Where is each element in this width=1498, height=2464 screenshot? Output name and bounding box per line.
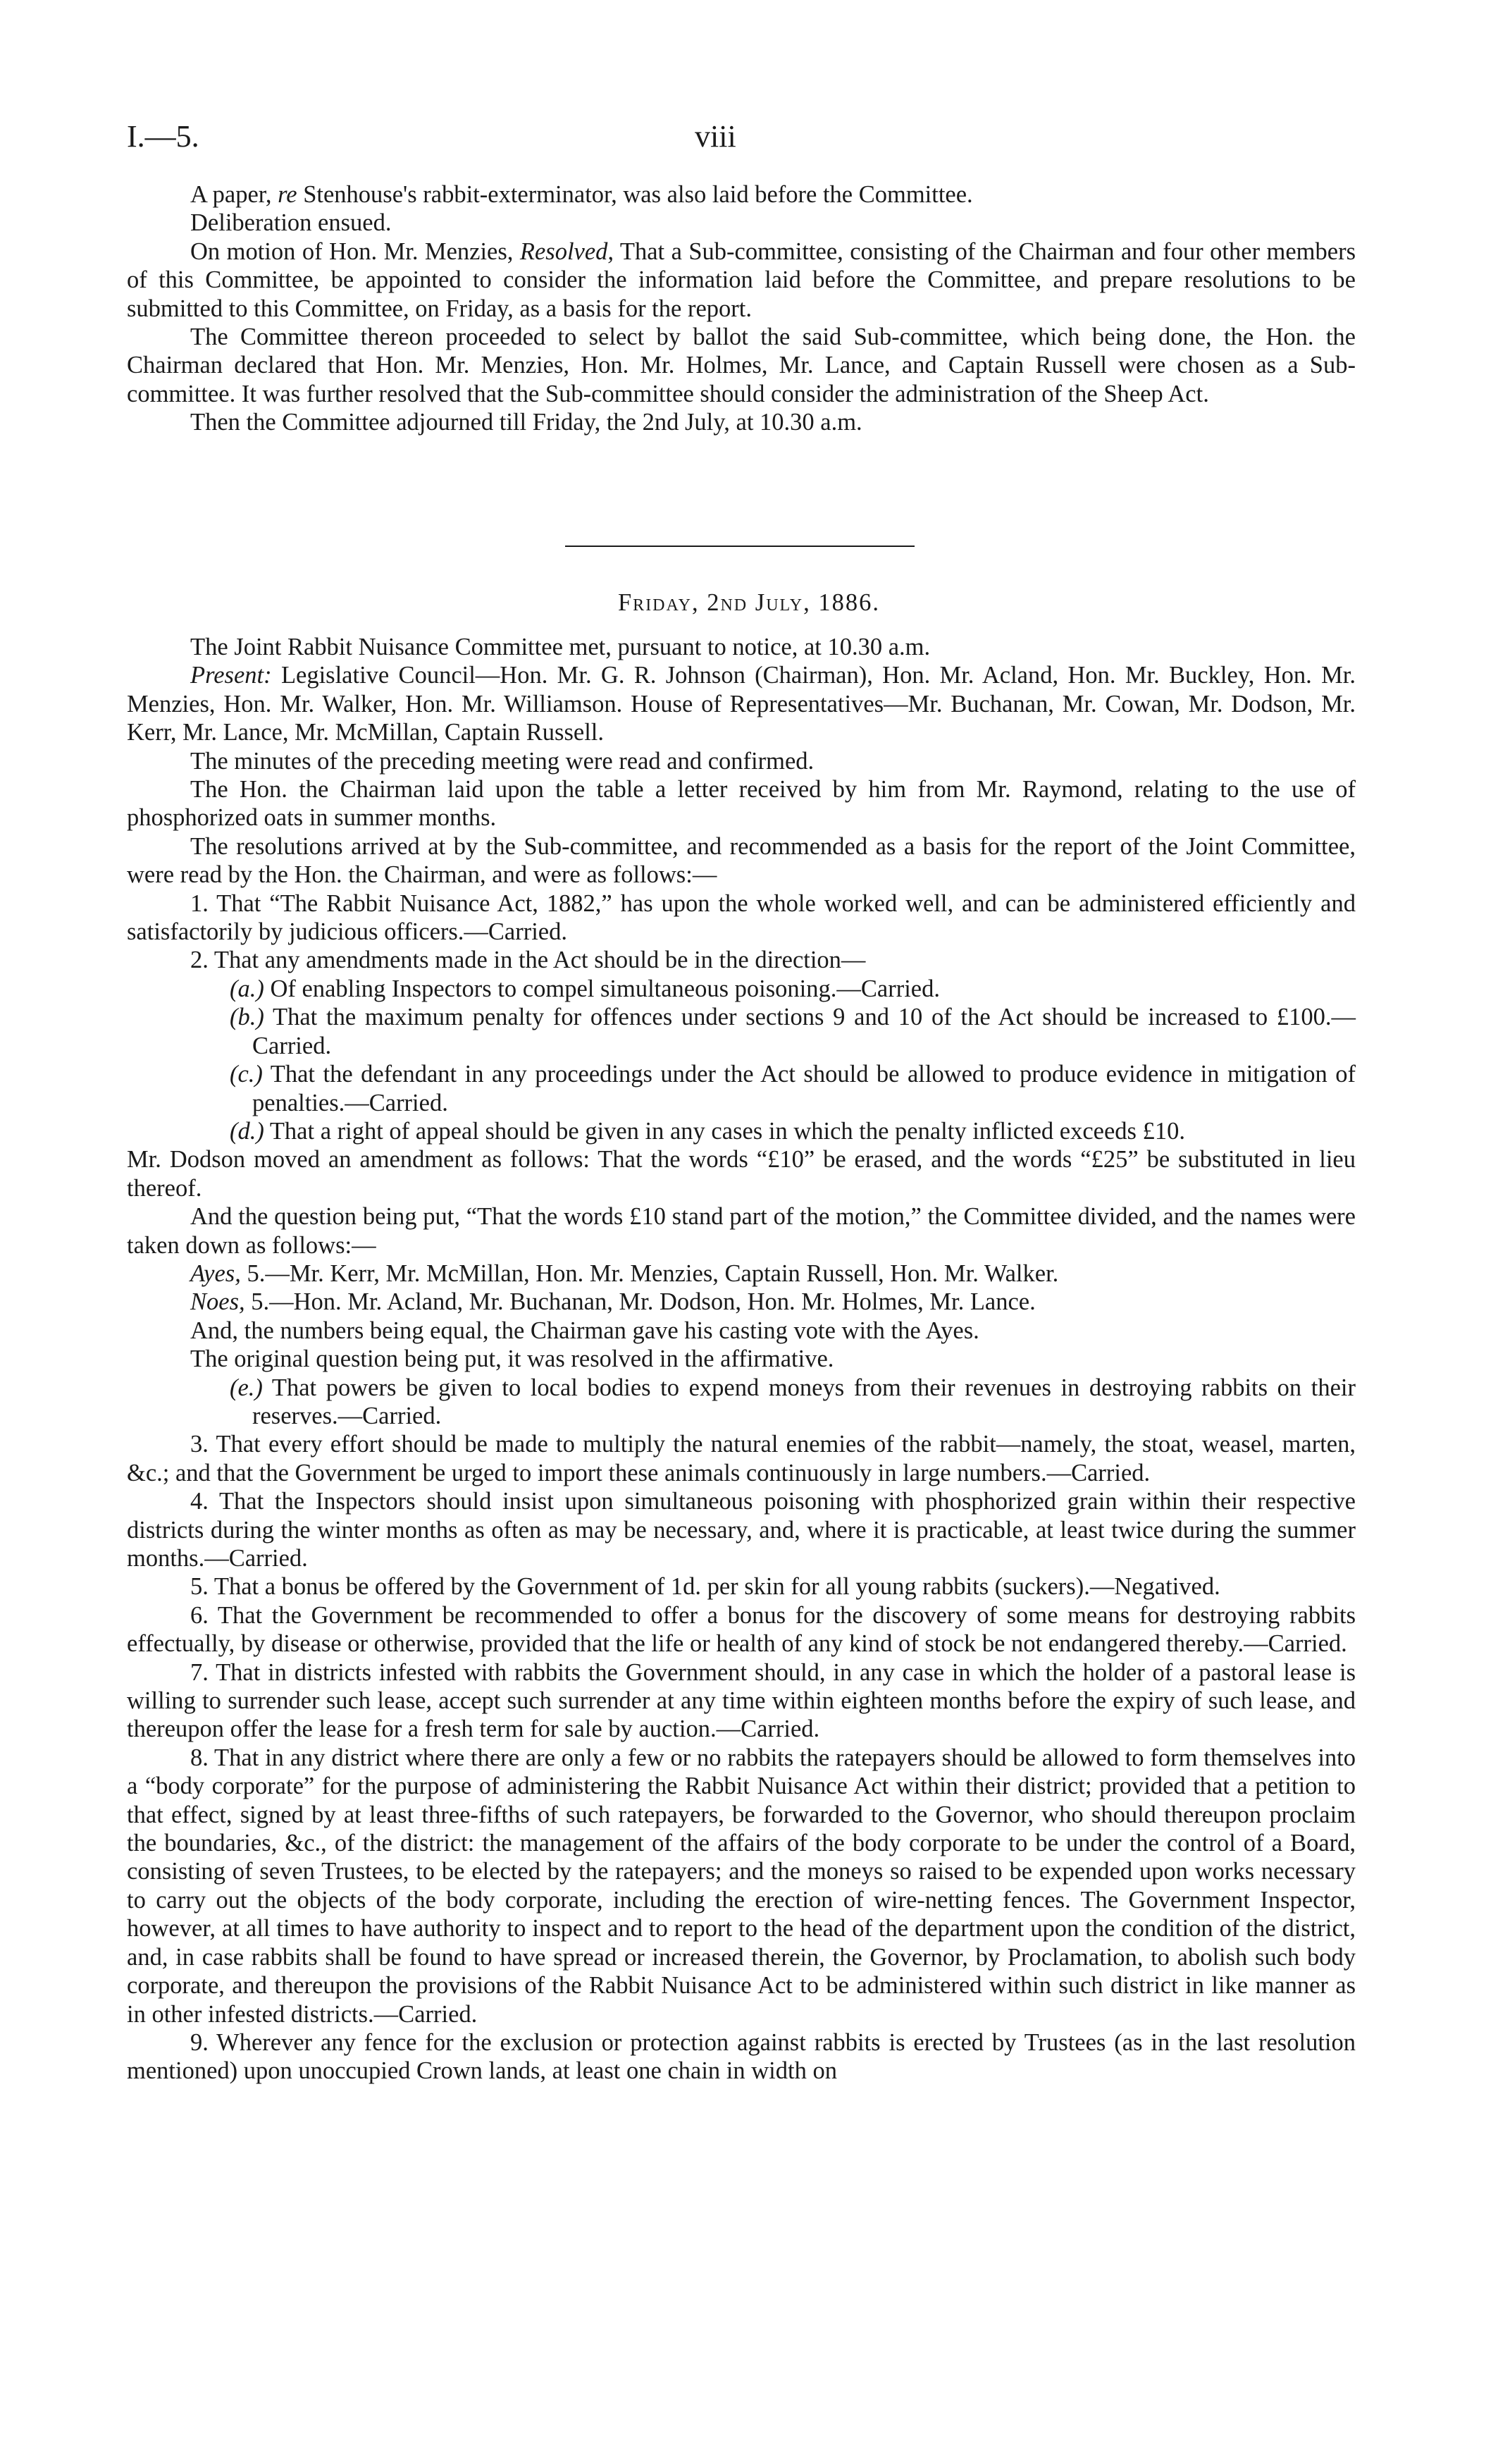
resolution-2: 2. That any amendments made in the Act should be in the direction— xyxy=(190,947,866,974)
resolution-1: 1. That “The Rabbit Nuisance Act, 1882,” has upon the whole worked well, and can be administered efficiently and satisfactorily by judicious officers.—Carried. xyxy=(127,889,1356,946)
page-number: viii xyxy=(695,119,736,154)
paragraph-dodson-amendment: Mr. Dodson moved an amendment as follows: That the words “£10” be erased, and the words “£25” be substituted in lieu thereof. xyxy=(127,1146,1356,1202)
resolution-5: 5. That a bonus be offered by the Government of 1d. per skin for all young rabbits (suckers).—Negatived. xyxy=(190,1573,1220,1601)
resolution-7: 7. That in districts infested with rabbits the Government should, in any case in which the holder of a pastoral lease is willing to surrender such lease, accept such surrender at any time within eighteen months before the expiry of such lease, and thereupon offer the lease for a fresh term for sale by auction.—Carried. xyxy=(127,1658,1356,1743)
meeting-date-heading: Friday, 2nd July, 1886. xyxy=(618,589,880,616)
paragraph-deliberation: Deliberation ensued. xyxy=(190,209,392,237)
document-reference: I.—5. xyxy=(127,119,199,154)
paragraph-noes: Noes, 5.—Hon. Mr. Acland, Mr. Buchanan, Mr. Dodson, Hon. Mr. Holmes, Mr. Lance. xyxy=(190,1288,1036,1316)
paragraph-division-question: And the question being put, “That the words £10 stand part of the motion,” the Committee divided, and the names were taken down as follows:— xyxy=(127,1203,1356,1259)
paragraph-casting-vote: And, the numbers being equal, the Chairman gave his casting vote with the Ayes. xyxy=(190,1317,979,1344)
resolution-2a: (a.) Of enabling Inspectors to compel simultaneous poisoning.—Carried. xyxy=(230,975,940,1002)
paragraph-raymond-letter: The Hon. the Chairman laid upon the table a letter received by him from Mr. Raymond, relating to the use of phosphorized oats in summer months. xyxy=(127,776,1356,832)
paragraph-meeting-opened: The Joint Rabbit Nuisance Committee met, pursuant to notice, at 10.30 a.m. xyxy=(190,634,931,660)
resolution-2c: (c.) That the defendant in any proceedings under the Act should be allowed to produce evidence in mitigation of penalties.—Carried. xyxy=(230,1061,1356,1116)
previous-meeting-continuation xyxy=(127,180,1356,437)
resolution-8: 8. That in any district where there are only a few or no rabbits the ratepayers should be allowed to form themselves into a “body corporate” for the purpose of administering the Rabbit Nuisance Act within their district; provided that a petition to that effect, signed by at least three-fifths of such ratepayers, be forwarded to the Governor, who should thereupon proclaim the boundaries, &c., of the district: the management of the affairs of the body corporate to be under the control of a Board, consisting of seven Trustees, to be elected by the ratepayers; and the moneys so raised to be expended upon works necessary to carry out the objects of the body corporate, including the erection of wire-netting fences. The Government Inspector, however, at all times to have authority to inspect and to report to the head of the department upon the condition of the district, and, in case rabbits shall be found to have spread or increased therein, the Governor, by Proclamation, to abolish such body corporate, and thereupon the provisions of the Rabbit Nuisance Act to be administered within such district in like manner as in other infested districts.—Carried. xyxy=(127,1744,1356,2028)
paragraph-stenhouse-paper: A paper, re Stenhouse's rabbit-exterminator, was also laid before the Committee. xyxy=(190,181,973,208)
resolution-9: 9. Wherever any fence for the exclusion or protection against rabbits is erected by Trustees (as in the last resolution mentioned) upon unoccupied Crown lands, at least one chain in width on xyxy=(127,2028,1356,2085)
resolution-2e: (e.) That powers be given to local bodies to expend moneys from their revenues in destroying rabbits on their reserves.—Carried. xyxy=(230,1374,1356,1429)
resolution-2d: (d.) That a right of appeal should be given in any cases in which the penalty inflicted exceeds £10. xyxy=(230,1117,1185,1145)
paragraph-adjournment: Then the Committee adjourned till Friday, the 2nd July, at 10.30 a.m. xyxy=(190,409,862,436)
paragraph-original-question: The original question being put, it was resolved in the affirmative. xyxy=(190,1345,834,1373)
resolution-4: 4. That the Inspectors should insist upon simultaneous poisoning with phosphorized grain within their respective districts during the winter months as often as may be necessary, and, where it is practicable, at least twice during the summer months.—Carried. xyxy=(127,1488,1356,1572)
meeting-minutes xyxy=(127,633,1356,2086)
resolution-3: 3. That every effort should be made to multiply the natural enemies of the rabbit—namely, the stoat, weasel, marten, &c.; and that the Government be urged to import these animals continuously in large numbers.—Carried. xyxy=(127,1431,1356,1486)
resolution-6: 6. That the Government be recommended to offer a bonus for the discovery of some means for destroying rabbits effectually, by disease or otherwise, provided that the life or health of any kind of stock be not endangered thereby.—Carried. xyxy=(127,1601,1356,1658)
paragraph-ayes: Ayes, 5.—Mr. Kerr, Mr. McMillan, Hon. Mr. Menzies, Captain Russell, Hon. Mr. Walker. xyxy=(190,1259,1059,1287)
paragraph-minutes-confirmed: The minutes of the preceding meeting were read and confirmed. xyxy=(190,747,815,775)
paragraph-members-present: Present: Legislative Council—Hon. Mr. G. R. Johnson (Chairman), Hon. Mr. Acland, Hon. Mr. Buckley, Hon. Mr. Menzies, Hon. Mr. Walker, Hon. Mr. Williamson. House of Representatives—Mr. Buchanan, Mr. Cowan, Mr. Dodson, Mr. Kerr, Mr. Lance, Mr. McMillan, Captain Russell. xyxy=(127,662,1356,746)
section-divider xyxy=(565,546,915,547)
resolution-2b: (b.) That the maximum penalty for offences under sections 9 and 10 of the Act should be increased to £100.—Carried. xyxy=(230,1004,1356,1059)
paragraph-subcommittee-motion: On motion of Hon. Mr. Menzies, Resolved, That a Sub-committee, consisting of the Chairman and four other members of this Committee, be appointed to consider the information laid before the Committee, and prepare resolutions to be submitted to this Committee, on Friday, as a basis for the report. xyxy=(127,238,1356,322)
paragraph-resolutions-intro: The resolutions arrived at by the Sub-committee, and recommended as a basis for the report of the Joint Committee, were read by the Hon. the Chairman, and were as follows:— xyxy=(127,832,1356,889)
paragraph-ballot-selection: The Committee thereon proceeded to select by ballot the said Sub-committee, which being done, the Hon. the Chairman declared that Hon. Mr. Menzies, Hon. Mr. Holmes, Mr. Lance, and Captain Russell were chosen as a Sub-committee. It was further resolved that the Sub-committee should consider the administration of the Sheep Act. xyxy=(127,324,1356,407)
